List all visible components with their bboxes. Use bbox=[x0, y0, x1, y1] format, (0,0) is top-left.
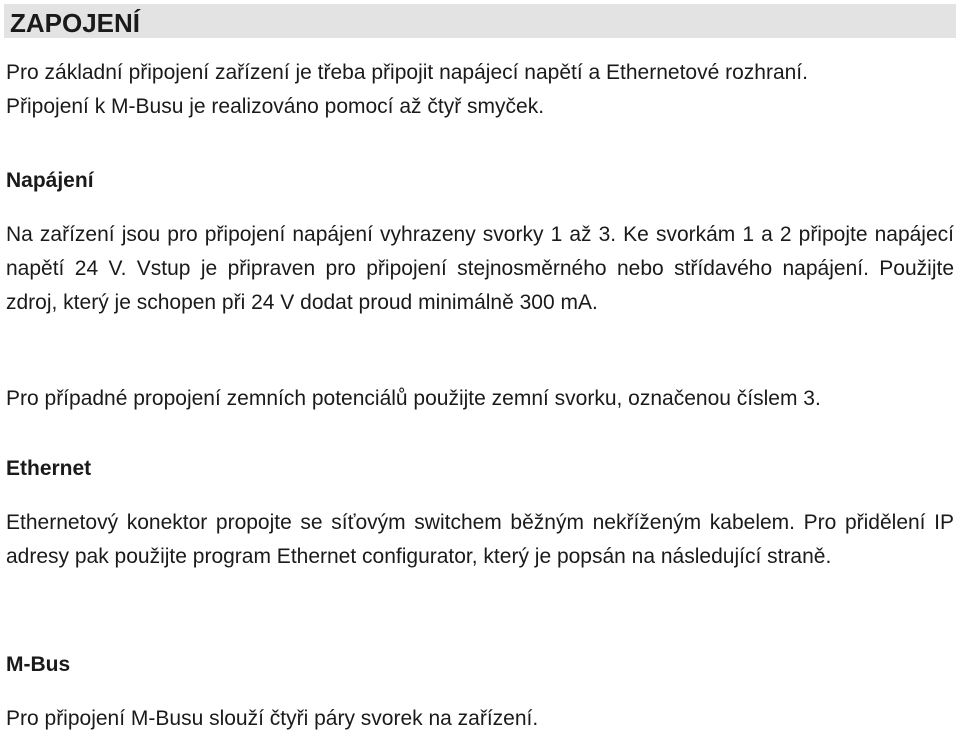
page-title: ZAPOJENÍ bbox=[10, 8, 141, 38]
intro-line-1: Pro základní připojení zařízení je třeba připojit napájecí napětí a Ethernetové rozhraní. bbox=[6, 61, 808, 84]
section-heading-napajeni: Napájení bbox=[6, 169, 94, 192]
napajeni-paragraph-1: Na zařízení jsou pro připojení napájení vyhrazeny svorky 1 až 3. Ke svorkám 1 a 2 připojte napájecí napětí 24 V. Vstup je připraven pro připojení stejnosměrného nebo střídavého napájení. Použijte zdroj, který je schopen při 24 V dodat proud minimálně 300 mA. bbox=[6, 223, 954, 314]
mbus-paragraph: Pro připojení M-Busu slouží čtyři páry svorek na zařízení. bbox=[6, 707, 539, 730]
intro-paragraph bbox=[6, 56, 954, 124]
intro-line-2: Připojení k M-Busu je realizováno pomocí až čtyř smyček. bbox=[6, 95, 545, 118]
section-heading-mbus: M-Bus bbox=[6, 653, 71, 676]
title-bar bbox=[4, 4, 956, 38]
napajeni-paragraph-2: Pro případné propojení zemních potenciálů použijte zemní svorku, označenou číslem 3. bbox=[6, 387, 821, 410]
ethernet-paragraph: Ethernetový konektor propojte se síťovým switchem běžným nekříženým kabelem. Pro přidělení IP adresy pak použijte program Ethernet configurator, který je popsán na následující straně. bbox=[6, 511, 954, 568]
section-heading-ethernet: Ethernet bbox=[6, 457, 92, 480]
